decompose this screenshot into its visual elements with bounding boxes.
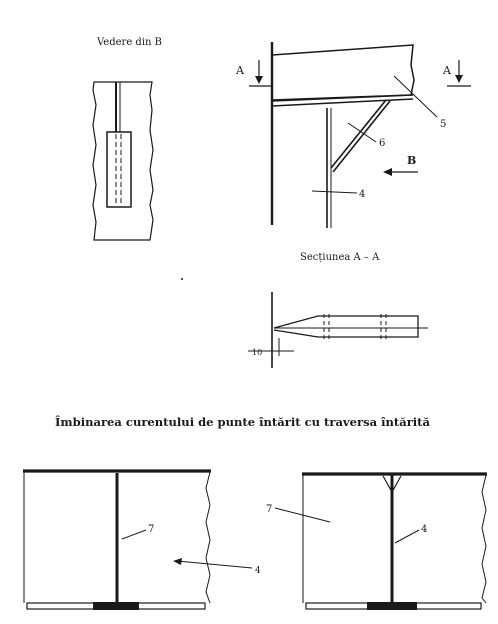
callout-4-left: 4	[255, 566, 261, 576]
callout-6: 6	[379, 138, 386, 149]
callout-7-right: 7	[266, 504, 273, 515]
leader-4-top	[312, 191, 357, 193]
direction-b-label: B	[407, 154, 417, 167]
view-b-plate-outline	[93, 82, 153, 240]
bl-bottom-plate	[93, 602, 139, 610]
section-a-a	[248, 252, 428, 368]
leader-4-right	[395, 530, 419, 543]
leader-4-left-arrowhead	[173, 558, 182, 565]
callout-4-top: 4	[359, 189, 366, 200]
callout-4-right: 4	[421, 524, 428, 535]
stray-dot	[181, 278, 183, 280]
callout-7-left: 7	[148, 524, 155, 535]
view-b-stiffener-rect	[107, 132, 131, 207]
direction-b-arrowhead	[383, 168, 392, 176]
section-mark-right: A	[443, 64, 451, 77]
section-plate-outline	[274, 316, 418, 337]
main-elevation	[235, 42, 471, 228]
girder-outline	[272, 45, 414, 100]
leader-4-left	[177, 561, 252, 568]
section-title: Secțiunea A – A	[300, 252, 380, 263]
br-right-edge	[482, 475, 486, 603]
caption: Îmbinarea curentului de punte întărit cu traversa întărită	[55, 415, 431, 429]
section-a-right-arrowhead	[455, 75, 463, 83]
bracket-line-1	[331, 100, 386, 168]
bracket-line-2	[333, 101, 390, 172]
leader-5	[394, 76, 437, 117]
view-from-b	[93, 37, 162, 240]
bottom-right-panel	[266, 474, 487, 610]
leader-7-left	[122, 530, 146, 539]
section-a-left-arrowhead	[255, 76, 263, 84]
dimension-10: 10	[252, 348, 263, 357]
bl-right-edge	[206, 472, 210, 603]
section-mark-left: A	[236, 64, 244, 77]
bottom-left-panel	[23, 471, 261, 610]
br-bottom-plate	[367, 602, 417, 610]
view-b-title: Vedere din B	[97, 37, 162, 48]
callout-5: 5	[440, 119, 447, 130]
leader-6	[348, 123, 376, 142]
